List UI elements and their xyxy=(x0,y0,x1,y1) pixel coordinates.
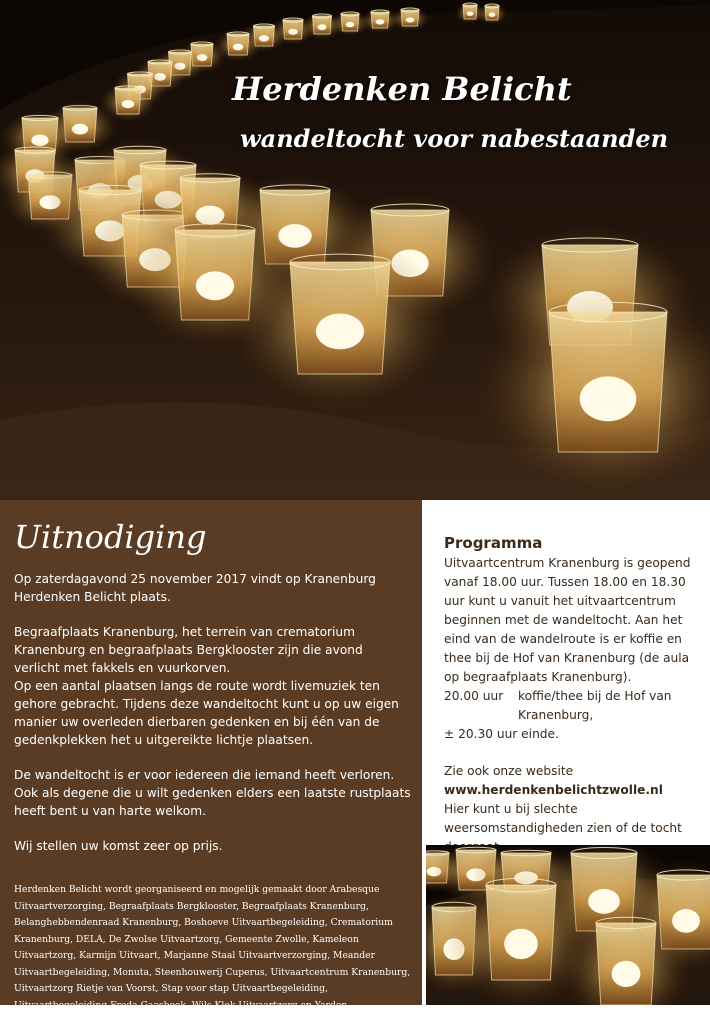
invitation-music-paragraph: Op een aantal plaatsen langs de route wordt livemuziek ten gehore gebracht. Tijdens deze wandeltocht kunt u op uw eigen manier uw overleden dierbaren gedenken en bij één van de gedenkplekken het u uitgereikte lichtje plaatsen. xyxy=(14,679,399,747)
invitation-route-paragraph: Begraafplaats Kranenburg, het terrein van crematorium Kranenburg en begraafplaats Bergklooster zijn die avond verlicht met fakkels en vuurkorven. xyxy=(14,625,363,675)
weather-note: Hier kunt u bij slechte weersomstandigheden zien of de tocht xyxy=(444,802,682,835)
candle-lights-thumbnail xyxy=(426,845,710,1005)
schedule-time: ± 20.30 uur einde. xyxy=(444,727,559,741)
candle-flame xyxy=(612,961,641,987)
candle-flame xyxy=(467,11,474,15)
event-title: Herdenken Belicht xyxy=(232,70,572,108)
invitation-date-paragraph: Op zaterdagavond 25 november 2017 vindt op Kranenburg Herdenken Belicht plaats. xyxy=(14,572,376,604)
program-body xyxy=(444,554,706,857)
schedule-desc: koffie/thee bij de Hof van Kranenburg, xyxy=(518,689,672,722)
candle-flame xyxy=(406,17,415,22)
candle-flame xyxy=(376,19,385,24)
program-heading: Programma xyxy=(444,534,543,552)
candle-flame xyxy=(122,100,134,108)
candle-flame xyxy=(288,29,298,35)
candle-flame xyxy=(504,929,538,959)
program-panel xyxy=(422,500,710,845)
schedule-time: 20.00 uur xyxy=(444,689,504,703)
event-subtitle: wandeltocht voor nabestaanden xyxy=(240,124,669,153)
website-link[interactable]: www.herdenkenbelichtzwolle.nl xyxy=(444,783,663,797)
organizers-text: Herdenken Belicht wordt georganiseerd en mogelijk gemaakt door Arabesque Uitvaartverzorging, Begraafplaats Bergklooster, Begraafplaats Kranenburg, Belanghebbendenraad Kranenburg, Boshoeve Uitvaartbegeleiding, Crematorium Kranenburg, DELA, De Zwolse Uitvaartzorg, Gemeente Zwolle, Kameleon Uitvaartzorg, Karmijn Uitvaart, Marjanne Staal Uitvaartverzorging, Meander Uitvaartbegeleiding, Monuta, Steenhouwerij Cuperus, Uitvaartcentrum Kranenburg, Uitvaartzorg Rietje van Voorst, Stap voor stap Uitvaartbegeleiding, Uitvaartbegeleiding Freda Gaasbeek, Wils Klok Uitvaartzorg en Yarden. xyxy=(14,884,411,1011)
candle-flame xyxy=(489,12,496,16)
hero-photo xyxy=(0,0,710,500)
invitation-welcome-paragraph: De wandeltocht is er voor iedereen die iemand heeft verloren. Ook als degene die u wilt gedenken elders een laatste rustplaats heeft bent u van harte welkom. xyxy=(14,768,411,818)
program-intro: Uitvaartcentrum Kranenburg is geopend vanaf 18.00 uur. Tussen 18.00 en 18.30 uur kunt u vanuit het uitvaartcentrum beginnen met de wandeltocht. Aan het eind van de wandelroute is er koffie en thee bij de Hof van Kranenburg (de aula op begraafplaats Kranenburg). xyxy=(444,556,691,684)
invitation-closing-paragraph: Wij stellen uw komst zeer op prijs. xyxy=(14,839,223,853)
schedule-row xyxy=(444,725,706,744)
invitation-panel xyxy=(0,500,422,1011)
schedule-row xyxy=(444,687,706,725)
candle-flame xyxy=(346,22,355,27)
candle-flame xyxy=(317,24,326,30)
candle-flame xyxy=(580,376,637,421)
candle-flame xyxy=(196,271,234,300)
candles-thumbnail-photo xyxy=(426,845,710,1005)
invitation-body xyxy=(14,570,412,872)
candle-flame xyxy=(233,44,244,51)
invitation-heading: Uitnodiging xyxy=(14,518,207,556)
candle-flame xyxy=(316,314,364,350)
website-label: Zie ook onze website xyxy=(444,764,574,778)
